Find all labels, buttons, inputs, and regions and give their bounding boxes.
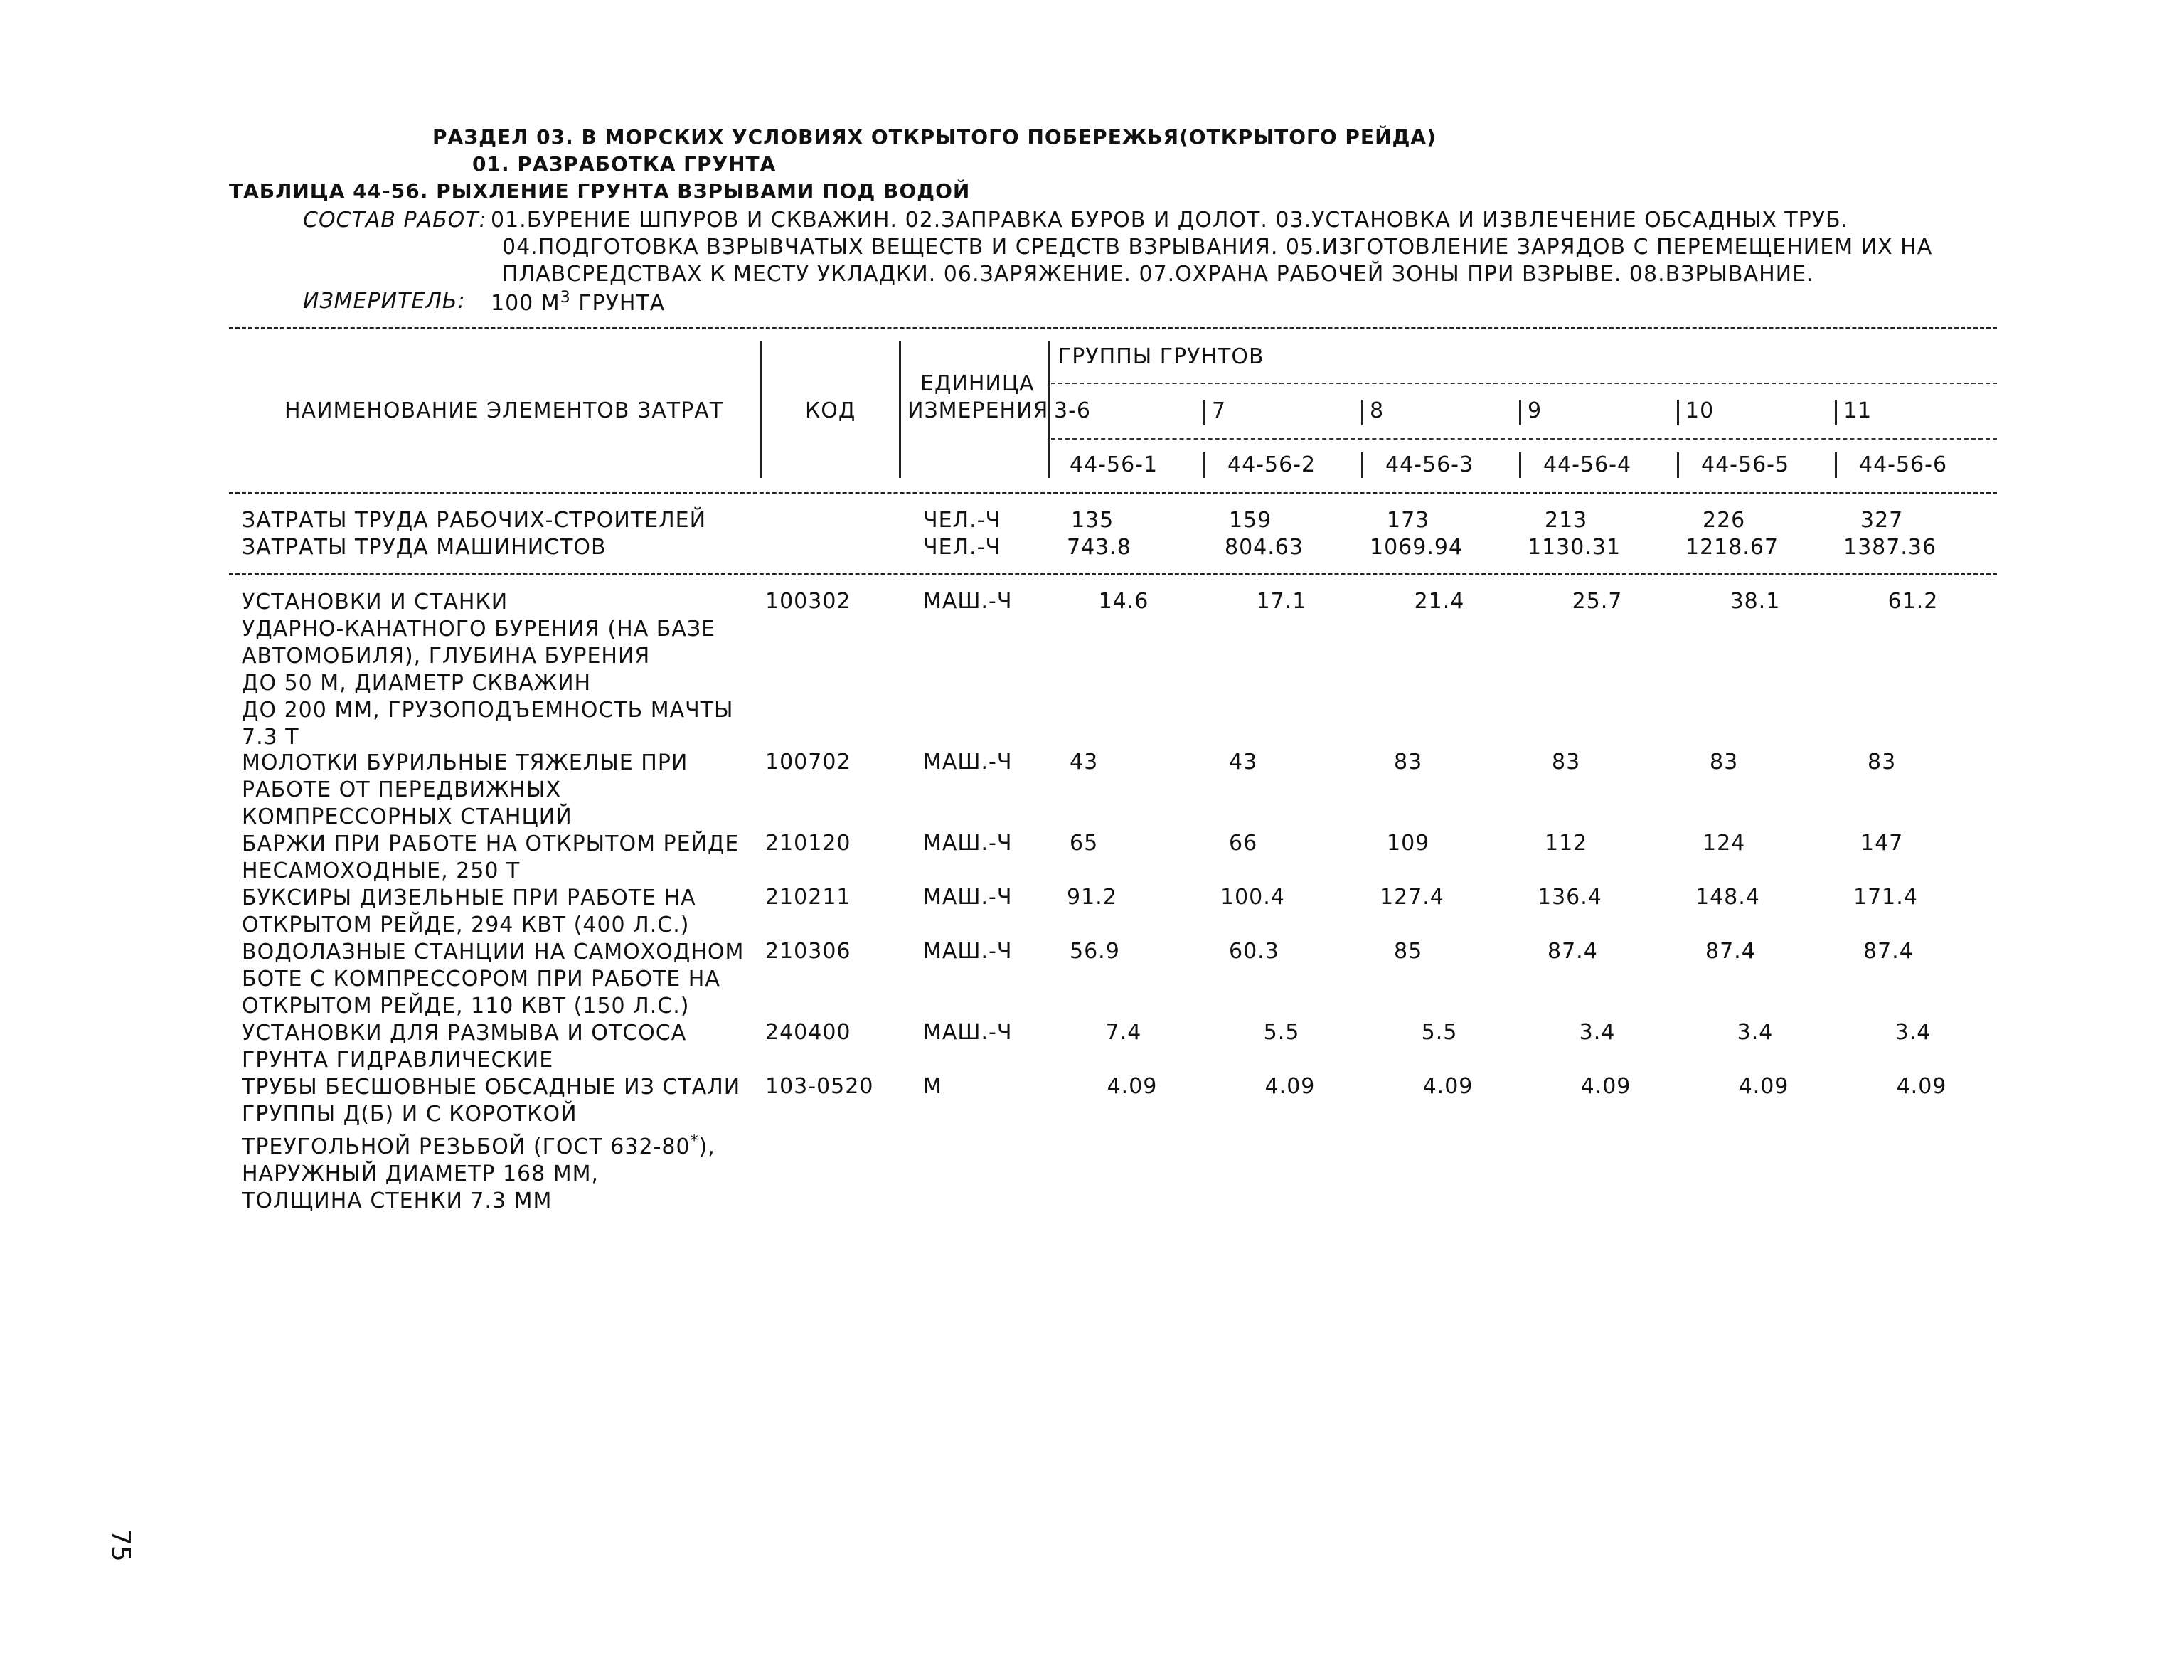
work-line-1: 01.БУРЕНИЕ ШПУРОВ И СКВАЖИН. 02.ЗАПРАВКА БУРОВ И ДОЛОТ. 03.УСТАНОВКА И ИЗВЛЕЧЕНИЕ ОБСАДНЫХ ТРУБ.: [491, 208, 1849, 233]
table-row-name: ВОДОЛАЗНЫЕ СТАНЦИИ НА САМОХОДНОМ БОТЕ С КОМПРЕССОРОМ ПРИ РАБОТЕ НА ОТКРЫТОМ РЕЙДЕ, 110 КВТ (150 Л.С.): [242, 940, 745, 1019]
work-line-2: 04.ПОДГОТОВКА ВЗРЫВЧАТЫХ ВЕЩЕСТВ И СРЕДСТВ ВЗРЫВАНИЯ. 05.ИЗГОТОВЛЕНИЕ ЗАРЯДОВ С ПЕРЕМЕЩЕНИЕМ ИХ НА: [502, 235, 1933, 260]
header-unit-2: ИЗМЕРЕНИЯ: [907, 398, 1049, 423]
table-row-name: ТРУБЫ БЕСШОВНЫЕ ОБСАДНЫЕ ИЗ СТАЛИ ГРУППЫ Д(Б) И С КОРОТКОЙ ТРЕУГОЛЬНОЙ РЕЗЬБОЙ (ГОСТ 632-80*), НАРУЖНЫЙ ДИАМЕТР 168 ММ, ТОЛЩИНА СТЕНКИ 7.3 ММ: [242, 1075, 741, 1213]
groups-rule: [1051, 383, 1997, 384]
table-row-value: 87.4: [1705, 939, 1756, 964]
header-unit-1: ЕДИНИЦА: [920, 371, 1035, 396]
table-row-value: 83: [1552, 750, 1581, 775]
labor-row-name: ЗАТРАТЫ ТРУДА РАБОЧИХ-СТРОИТЕЛЕЙ: [242, 508, 707, 533]
labor-row-value: 159: [1229, 508, 1272, 533]
table-row-value: 61.2: [1887, 589, 1939, 614]
table-row-name: УСТАНОВКИ И СТАНКИ УДАРНО-КАНАТНОГО БУРЕНИЯ (НА БАЗЕ АВТОМОБИЛЯ), ГЛУБИНА БУРЕНИЯ ДО 50 М, ДИАМЕТР СКВАЖИН ДО 200 ММ, ГРУЗОПОДЪЕМНОСТЬ МАЧТЫ 7.3 Т: [242, 590, 734, 750]
header-groups: ГРУППЫ ГРУНТОВ: [1058, 344, 1264, 369]
table-row-code: 210211: [765, 885, 851, 910]
table-row-value: 25.7: [1572, 589, 1623, 614]
table-row-unit: МАШ.-Ч: [923, 885, 1013, 910]
col-divider-code: [760, 341, 762, 478]
table-row-unit: МАШ.-Ч: [923, 750, 1013, 775]
labor-row-unit: ЧЕЛ.-Ч: [923, 508, 1001, 533]
subsection-title: 01. РАЗРАБОТКА ГРУНТА: [472, 152, 777, 176]
col-divider-c3: [1361, 452, 1363, 478]
table-row-unit: МАШ.-Ч: [923, 589, 1013, 614]
group-name-3: 8: [1370, 398, 1385, 423]
meter-label: ИЗМЕРИТЕЛЬ:: [303, 289, 466, 314]
table-row-unit: МАШ.-Ч: [923, 1020, 1013, 1045]
table-row-value: 83: [1394, 750, 1423, 775]
meter-value: 100 $М^3$ ГРУНТА: [491, 289, 666, 316]
table-row-value: 4.09: [1264, 1074, 1316, 1099]
table-row-value: 148.4: [1695, 885, 1760, 910]
labor-row-value: 173: [1387, 508, 1430, 533]
labor-row-value: 1069.94: [1370, 535, 1464, 560]
table-row-value: 124: [1703, 831, 1746, 856]
header-name: НАИМЕНОВАНИЕ ЭЛЕМЕНТОВ ЗАТРАТ: [284, 398, 724, 423]
codes-rule: [1051, 438, 1997, 440]
table-row-value: 100.4: [1220, 885, 1285, 910]
table-row-value: 3.4: [1895, 1020, 1932, 1045]
group-code-5: 44-56-5: [1701, 452, 1790, 477]
labor-row-value: 743.8: [1067, 535, 1131, 560]
table-row-value: 60.3: [1229, 939, 1279, 964]
table-row-value: 87.4: [1548, 939, 1598, 964]
table-row-value: 65: [1070, 831, 1099, 856]
labor-row-value: 1387.36: [1843, 535, 1937, 560]
group-code-4: 44-56-4: [1543, 452, 1632, 477]
table-row-unit: М: [923, 1074, 942, 1099]
col-divider-c4: [1519, 452, 1521, 478]
table-row-unit: МАШ.-Ч: [923, 831, 1013, 856]
table-row-value: 56.9: [1070, 939, 1120, 964]
table-row-code: 210306: [765, 939, 851, 964]
labor-bottom-rule: [229, 573, 1997, 575]
col-divider-g5: [1677, 400, 1679, 425]
table-row-value: 85: [1394, 939, 1423, 964]
table-row-name: УСТАНОВКИ ДЛЯ РАЗМЫВА И ОТСОСА ГРУНТА ГИДРАВЛИЧЕСКИЕ: [242, 1021, 687, 1073]
col-divider-g2: [1203, 400, 1205, 425]
labor-row-value: 226: [1703, 508, 1746, 533]
header-code: КОД: [805, 398, 856, 423]
labor-row-value: 804.63: [1225, 535, 1304, 560]
table-row-value: 4.09: [1896, 1074, 1947, 1099]
table-row-code: 240400: [765, 1020, 851, 1045]
col-divider-c2: [1203, 452, 1205, 478]
table-row-unit: МАШ.-Ч: [923, 939, 1013, 964]
section-title: РАЗДЕЛ 03. В МОРСКИХ УСЛОВИЯХ ОТКРЫТОГО ПОБЕРЕЖЬЯ(ОТКРЫТОГО РЕЙДА): [432, 125, 1437, 149]
group-name-4: 9: [1528, 398, 1543, 423]
table-row-code: 100702: [765, 750, 851, 775]
group-name-2: 7: [1212, 398, 1227, 423]
group-code-1: 44-56-1: [1070, 452, 1158, 477]
labor-row-value: 213: [1545, 508, 1588, 533]
col-divider-g6: [1835, 400, 1837, 425]
table-row-value: 91.2: [1067, 885, 1117, 910]
table-row-name: БУКСИРЫ ДИЗЕЛЬНЫЕ ПРИ РАБОТЕ НА ОТКРЫТОМ РЕЙДЕ, 294 КВТ (400 Л.С.): [242, 886, 696, 937]
table-row-value: 5.5: [1263, 1020, 1300, 1045]
header-bottom-rule: [229, 492, 1997, 494]
table-row-code: 100302: [765, 589, 851, 614]
table-top-rule: [229, 327, 1997, 329]
table-row-value: 83: [1710, 750, 1739, 775]
table-row-value: 3.4: [1737, 1020, 1774, 1045]
table-row-value: 43: [1229, 750, 1258, 775]
table-row-value: 66: [1229, 831, 1258, 856]
table-row-value: 38.1: [1730, 589, 1781, 614]
table-row-value: 17.1: [1256, 589, 1307, 614]
table-row-value: 136.4: [1538, 885, 1602, 910]
labor-row-value: 135: [1071, 508, 1114, 533]
table-row-value: 87.4: [1863, 939, 1914, 964]
table-row-value: 4.09: [1107, 1074, 1158, 1099]
table-row-value: 83: [1868, 750, 1897, 775]
labor-row-value: 327: [1860, 508, 1904, 533]
table-row-value: 171.4: [1853, 885, 1918, 910]
table-row-value: 14.6: [1098, 589, 1149, 614]
col-divider-unit: [899, 341, 901, 478]
col-divider-groups: [1048, 341, 1050, 478]
col-divider-g3: [1361, 400, 1363, 425]
col-divider-c6: [1835, 452, 1837, 478]
table-row-value: 112: [1545, 831, 1588, 856]
group-code-2: 44-56-2: [1227, 452, 1316, 477]
table-row-code: 103-0520: [765, 1074, 874, 1099]
group-name-1: 3-6: [1054, 398, 1091, 423]
col-divider-c5: [1677, 452, 1679, 478]
table-row-name: МОЛОТКИ БУРИЛЬНЫЕ ТЯЖЕЛЫЕ ПРИ РАБОТЕ ОТ ПЕРЕДВИЖНЫХ КОМПРЕССОРНЫХ СТАНЦИЙ: [242, 750, 688, 829]
table-row-value: 4.09: [1422, 1074, 1474, 1099]
group-code-6: 44-56-6: [1859, 452, 1948, 477]
table-row-value: 109: [1387, 831, 1430, 856]
table-row-value: 7.4: [1105, 1020, 1142, 1045]
col-divider-g4: [1519, 400, 1521, 425]
group-name-5: 10: [1685, 398, 1715, 423]
table-row-value: 4.09: [1738, 1074, 1789, 1099]
labor-row-value: 1218.67: [1685, 535, 1779, 560]
group-code-3: 44-56-3: [1385, 452, 1474, 477]
work-label: СОСТАВ РАБОТ:: [303, 208, 487, 233]
table-row-value: 5.5: [1421, 1020, 1458, 1045]
table-row-value: 43: [1070, 750, 1099, 775]
group-name-6: 11: [1843, 398, 1873, 423]
table-row-name: БАРЖИ ПРИ РАБОТЕ НА ОТКРЫТОМ РЕЙДЕ НЕСАМОХОДНЫЕ, 250 Т: [242, 831, 740, 883]
table-title: ТАБЛИЦА 44-56. РЫХЛЕНИЕ ГРУНТА ВЗРЫВАМИ ПОД ВОДОЙ: [229, 179, 971, 203]
labor-row-unit: ЧЕЛ.-Ч: [923, 535, 1001, 560]
work-line-3: ПЛАВСРЕДСТВАХ К МЕСТУ УКЛАДКИ. 06.ЗАРЯЖЕНИЕ. 07.ОХРАНА РАБОЧЕЙ ЗОНЫ ПРИ ВЗРЫВЕ. 08.ВЗРЫВАНИЕ.: [502, 262, 1814, 287]
table-row-code: 210120: [765, 831, 851, 856]
labor-row-value: 1130.31: [1528, 535, 1621, 560]
table-row-value: 127.4: [1380, 885, 1444, 910]
table-row-value: 147: [1860, 831, 1904, 856]
table-row-value: 21.4: [1414, 589, 1465, 614]
labor-row-name: ЗАТРАТЫ ТРУДА МАШИНИСТОВ: [242, 535, 607, 560]
page-number: 75: [106, 1529, 135, 1562]
table-row-value: 4.09: [1580, 1074, 1631, 1099]
table-row-value: 3.4: [1579, 1020, 1616, 1045]
